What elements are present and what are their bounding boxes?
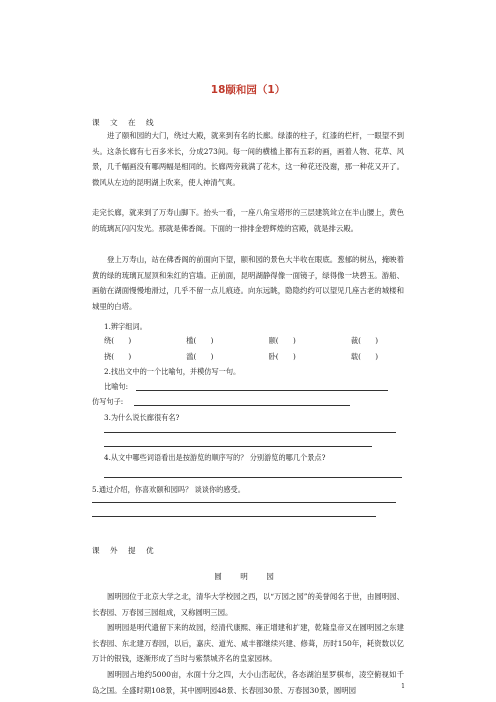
answer-line	[92, 502, 396, 503]
page-number: 1	[401, 683, 405, 690]
word-item: 载( )	[350, 352, 379, 361]
section-heading-extra: 课 外 提 优	[92, 546, 158, 555]
word-row-1	[104, 336, 411, 346]
question-1: 1.辨字组词。	[104, 322, 147, 331]
question-4: 4.从文中哪些词语看出是按游览的顺序写的？ 分别游览的哪几个景点?	[104, 453, 326, 462]
simile-label: 比喻句:	[104, 382, 128, 391]
paragraph-5: 圆明园是明代遗留下来的故园，经清代康熙、雍正增建和扩建，乾隆皇帝又在圆明园之东建长春园、东北建万春园，以后，嘉庆、道光、咸丰都继续兴建、修葺，历时150年，耗资数以亿万计的银钱，逐渐形成了当时与紫禁城齐名的皇家园林。	[92, 623, 404, 664]
lesson-title: 18颐和园（1）	[210, 84, 286, 96]
paragraph-2: 走完长廊，就来到了万寿山脚下。抬头一看，一座八角宝塔形的三层建筑耸立在半山腰上，黄色的琉璃瓦闪闪发光。那就是佛香阁。下面的一排排金碧辉煌的宫殿，就是排云殿。	[92, 208, 404, 233]
answer-line	[104, 446, 372, 447]
word-row-2	[104, 352, 411, 362]
section-heading-online: 课 文 在 线	[92, 118, 158, 127]
extra-reading-title: 圆 明 园	[214, 572, 282, 581]
word-item: 滥( )	[186, 352, 214, 361]
answer-line	[134, 405, 350, 406]
answer-line	[104, 432, 396, 433]
paragraph-1: 进了颐和园的大门，绕过大殿，就来到有名的长廊。绿漆的柱子，红漆的栏杆，一眼望不到头。这条长廊有七百多米长，分成273间。每一间的横槛上都有五彩的画，画着人物、花草、风景，几千幅画没有哪两幅是相同的。长廊两旁栽满了花木，这一种花还没谢，那一种花又开了。微风从左边的昆明湖上吹来，使人神清气爽。	[92, 131, 404, 187]
answer-line	[104, 477, 402, 478]
question-3: 3.为什么说长廊很有名?	[104, 413, 180, 422]
word-item: 绕( )	[104, 336, 132, 345]
paragraph-4: 圆明园位于北京大学之北，清华大学校园之西，以“万园之园”的美誉闻名于世，由圆明园、长春园、万春园三园组成，又称圆明三园。	[92, 592, 404, 617]
paragraph-6: 圆明园占地约5000亩，水面十分之四，大小山峦起伏，各态湖泊星罗棋布，凌空俯视如千岛之国。全盛时期108景，其中圆明园48景、长春园30景、万春园30景，圆明园	[92, 670, 404, 695]
word-item: 颐( )	[268, 336, 296, 345]
answer-line	[92, 516, 376, 517]
imitation-label: 仿写句子:	[92, 397, 124, 406]
answer-line	[136, 390, 388, 391]
word-item: 卧( )	[268, 352, 296, 361]
word-item: 槛( )	[186, 336, 214, 345]
question-2: 2.找出文中的一个比喻句，并模仿写一句。	[104, 367, 241, 376]
paragraph-3: 登上万寿山，站在佛香阁的前面向下望，颐和园的景色大半收在眼底。葱郁的树丛，掩映着黄的绿的琉璃瓦屋顶和朱红的宫墙。正前面，昆明湖静得像一面镜子，绿得像一块碧玉。游船、画舫在湖面慢慢地滑过，几乎不留一点儿痕迹。向东远眺，隐隐约约可以望见几座古老的城楼和城里的白塔。	[92, 255, 404, 311]
word-item: 裁( )	[350, 336, 379, 345]
question-5: 5.通过介绍，你喜欢颐和园吗？ 谈谈你的感受。	[92, 485, 245, 494]
word-item: 挠( )	[104, 352, 132, 361]
